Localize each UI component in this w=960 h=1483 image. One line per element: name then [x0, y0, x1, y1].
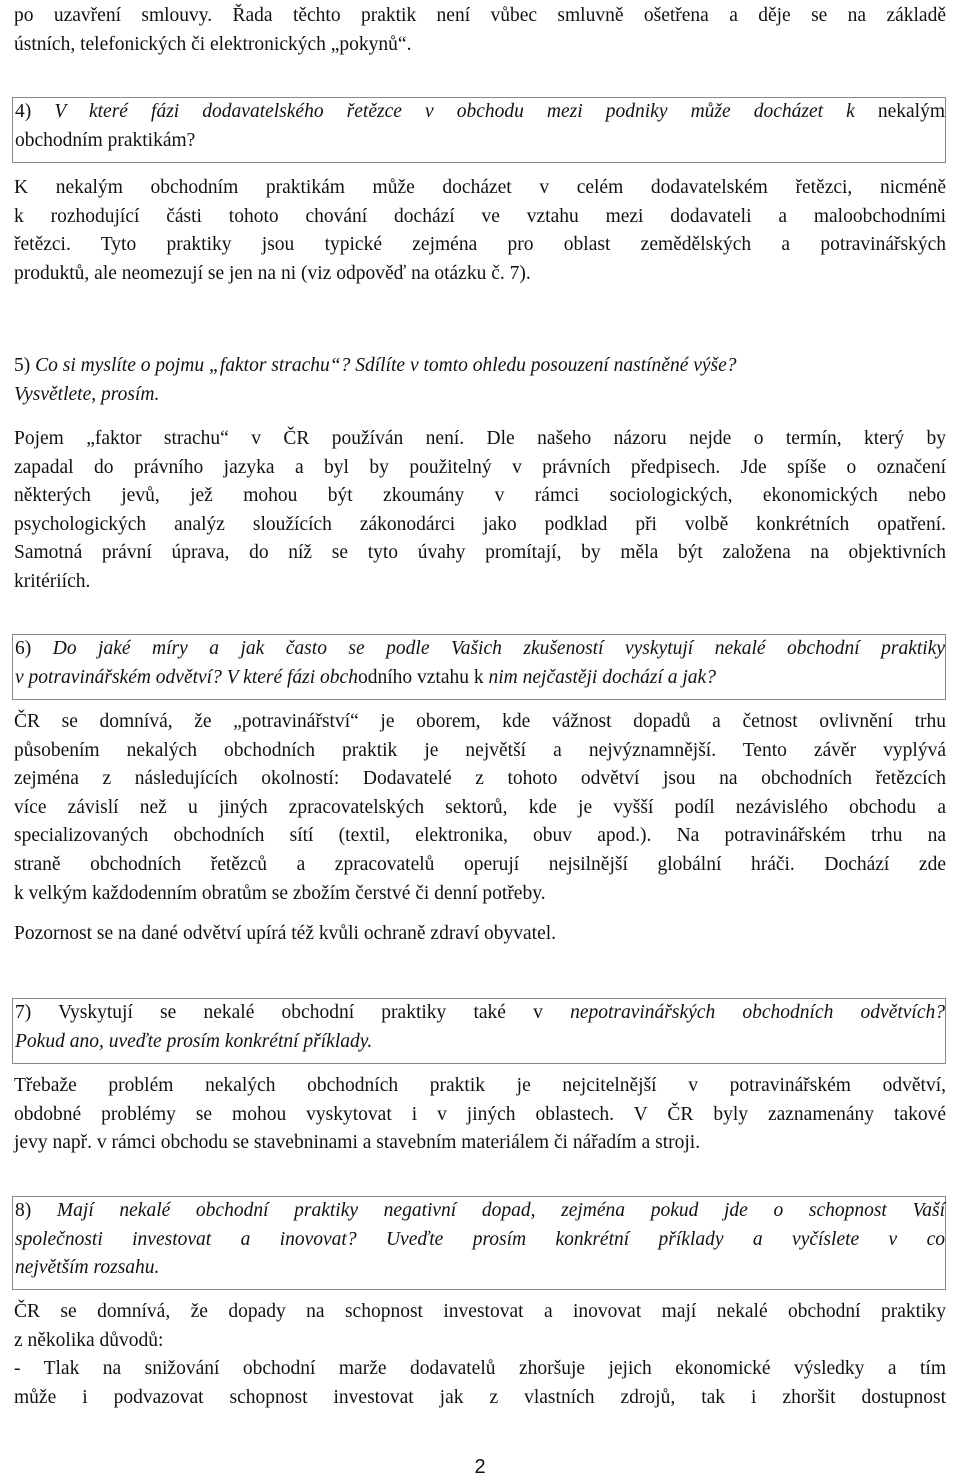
- text-line: produktů, ale neomezují se jen na ni (viz odpověď na otázku č. 7).: [14, 262, 531, 284]
- answer-4: [14, 174, 946, 288]
- question-text: V které fázi dodavatelského řetězce v obchodu mezi podniky může docházet k: [54, 101, 855, 122]
- question-text: Co si myslíte o pojmu „faktor strachu“? Sdílíte v tomto ohledu posouzení nastíněné výše?: [35, 355, 737, 376]
- text-line: působením nekalých obchodních praktik je největší a nejvýznamnější. Tento závěr vyplývá: [14, 739, 946, 761]
- question-5: [14, 352, 946, 409]
- question-6-line1: [13, 635, 945, 664]
- question-5-line1: [14, 352, 946, 381]
- question-text: nepotravinářských obchodních odvětvích?: [570, 1002, 945, 1023]
- question-7-box: [12, 998, 946, 1064]
- question-8-box: [12, 1196, 946, 1290]
- text-line: K nekalým obchodním praktikám může docházet v celém dodavatelském řetězci, nicméně: [14, 177, 946, 198]
- question-8-line1: [13, 1197, 945, 1226]
- text-line: straně obchodních řetězců a zpracovatelů operují nejsilnější globální hráči. Dochází zde: [14, 853, 946, 875]
- question-7-line2: Pokud ano, uveďte prosím konkrétní příklady.: [15, 1030, 373, 1052]
- answer-6: [14, 708, 946, 908]
- page-number: 2: [474, 1456, 486, 1478]
- question-7-line1: [13, 999, 945, 1028]
- question-number: 8): [15, 1200, 32, 1221]
- text-line: některých jevů, jež mohou být zkoumány v rámci sociologických, ekonomických nebo: [14, 485, 946, 507]
- text-line: - Tlak na snižování obchodní marže dodavatelů zhoršuje jejich ekonomické výsledky a tím: [14, 1358, 946, 1380]
- question-text: nim nejčastěji dochází a jak?: [488, 666, 716, 688]
- text-line: Samotná právní úprava, do níž se tyto úvahy promítají, by měla být založena na objektivních: [14, 542, 946, 564]
- text-line: kritériích.: [14, 570, 91, 592]
- text-line: Třebaže problém nekalých obchodních praktik je nejcitelnější v potravinářském odvětví,: [14, 1075, 946, 1096]
- intro-paragraph: [14, 2, 946, 59]
- text-line: k rozhodující části tohoto chování dochází ve vztahu mezi dodavateli a maloobchodními: [14, 205, 946, 227]
- question-text: v potravinářském odvětví? V které fázi obch: [15, 666, 358, 688]
- question-8-line2: společnosti investovat a inovovat? Uveďte prosím konkrétní příklady a vyčíslete v co: [15, 1228, 945, 1250]
- question-6-line2: [13, 664, 945, 693]
- question-8-line3: největším rozsahu.: [15, 1257, 160, 1279]
- text-line: zejména z následujících okolností: Dodavatelé z tohoto odvětví jsou na obchodních řetězcích: [14, 768, 946, 790]
- text-line: specializovaných obchodních sítí (textil, elektronika, obuv apod.). Na potravinářském trhu na: [14, 825, 946, 847]
- text-line: zapadal do právního jazyka a byl by použitelný v právních předpisech. Jde spíše o označení: [14, 456, 946, 478]
- text-line: ústních, telefonických či elektronických „pokynů“.: [14, 33, 412, 55]
- text-line: jevy např. v rámci obchodu se stavebninami a stavebním materiálem či nářadím a stroji.: [14, 1132, 701, 1154]
- question-number: 6): [15, 638, 32, 659]
- question-4-line2: obchodním praktikám?: [15, 129, 196, 151]
- text-line: může i podvazovat schopnost investovat jak z vlastních zdrojů, tak i zhoršit dostupnost: [14, 1386, 946, 1408]
- question-4-line1: [13, 98, 945, 127]
- answer-8: [14, 1298, 946, 1412]
- text-line: po uzavření smlouvy. Řada těchto praktik není vůbec smluvně ošetřena a děje se na základě: [14, 5, 946, 26]
- text-line: více závislí než u jiných zpracovatelských sektorů, kde je vyšší podíl nezávislého obchodu a: [14, 796, 946, 818]
- text-line: psychologických analýz sloužících zákonodárci jako podklad při volbě konkrétních opatření.: [14, 513, 946, 535]
- question-6-box: [12, 634, 946, 700]
- text-line: řetězci. Tyto praktiky jsou typické zejména pro oblast zemědělských a potravinářských: [14, 234, 946, 256]
- question-number: 5): [14, 355, 31, 376]
- question-text: Do jaké míry a jak často se podle Vašich zkušeností vyskytují nekalé obchodní praktiky: [52, 638, 946, 659]
- text-line: ČR se domnívá, že „potravinářství“ je oborem, kde vážnost dopadů a četnost ovlivnění trhu: [14, 711, 946, 732]
- question-number: 7): [15, 1002, 32, 1023]
- answer-6-extra: Pozornost se na dané odvětví upírá též kvůli ochraně zdraví obyvatel.: [14, 923, 557, 944]
- text-line: obdobné problémy se mohou vyskytovat i v jiných oblastech. V ČR byly zaznamenány takové: [14, 1103, 946, 1125]
- text-line: ČR se domnívá, že dopady na schopnost investovat a inovovat mají nekalé obchodní praktiky: [14, 1301, 946, 1322]
- text-line: k velkým každodenním obratům se zbožím čerstvé či denní potřeby.: [14, 882, 546, 904]
- question-5-line2: Vysvětlete, prosím.: [14, 383, 160, 405]
- answer-5: [14, 425, 946, 597]
- question-text: odního vztahu k: [357, 666, 484, 688]
- question-text: Vyskytují se nekalé obchodní praktiky také v: [58, 1002, 543, 1023]
- question-text: Mají nekalé obchodní praktiky negativní dopad, zejména pokud jde o schopnost Vaší: [56, 1200, 946, 1221]
- text-line: z několika důvodů:: [14, 1329, 164, 1351]
- text-line: Pojem „faktor strachu“ v ČR používán není. Dle našeho názoru nejde o termín, který by: [14, 428, 946, 449]
- answer-7: [14, 1072, 946, 1158]
- question-text: nekalým: [877, 101, 946, 122]
- question-4-box: [12, 97, 946, 163]
- question-number: 4): [15, 101, 32, 122]
